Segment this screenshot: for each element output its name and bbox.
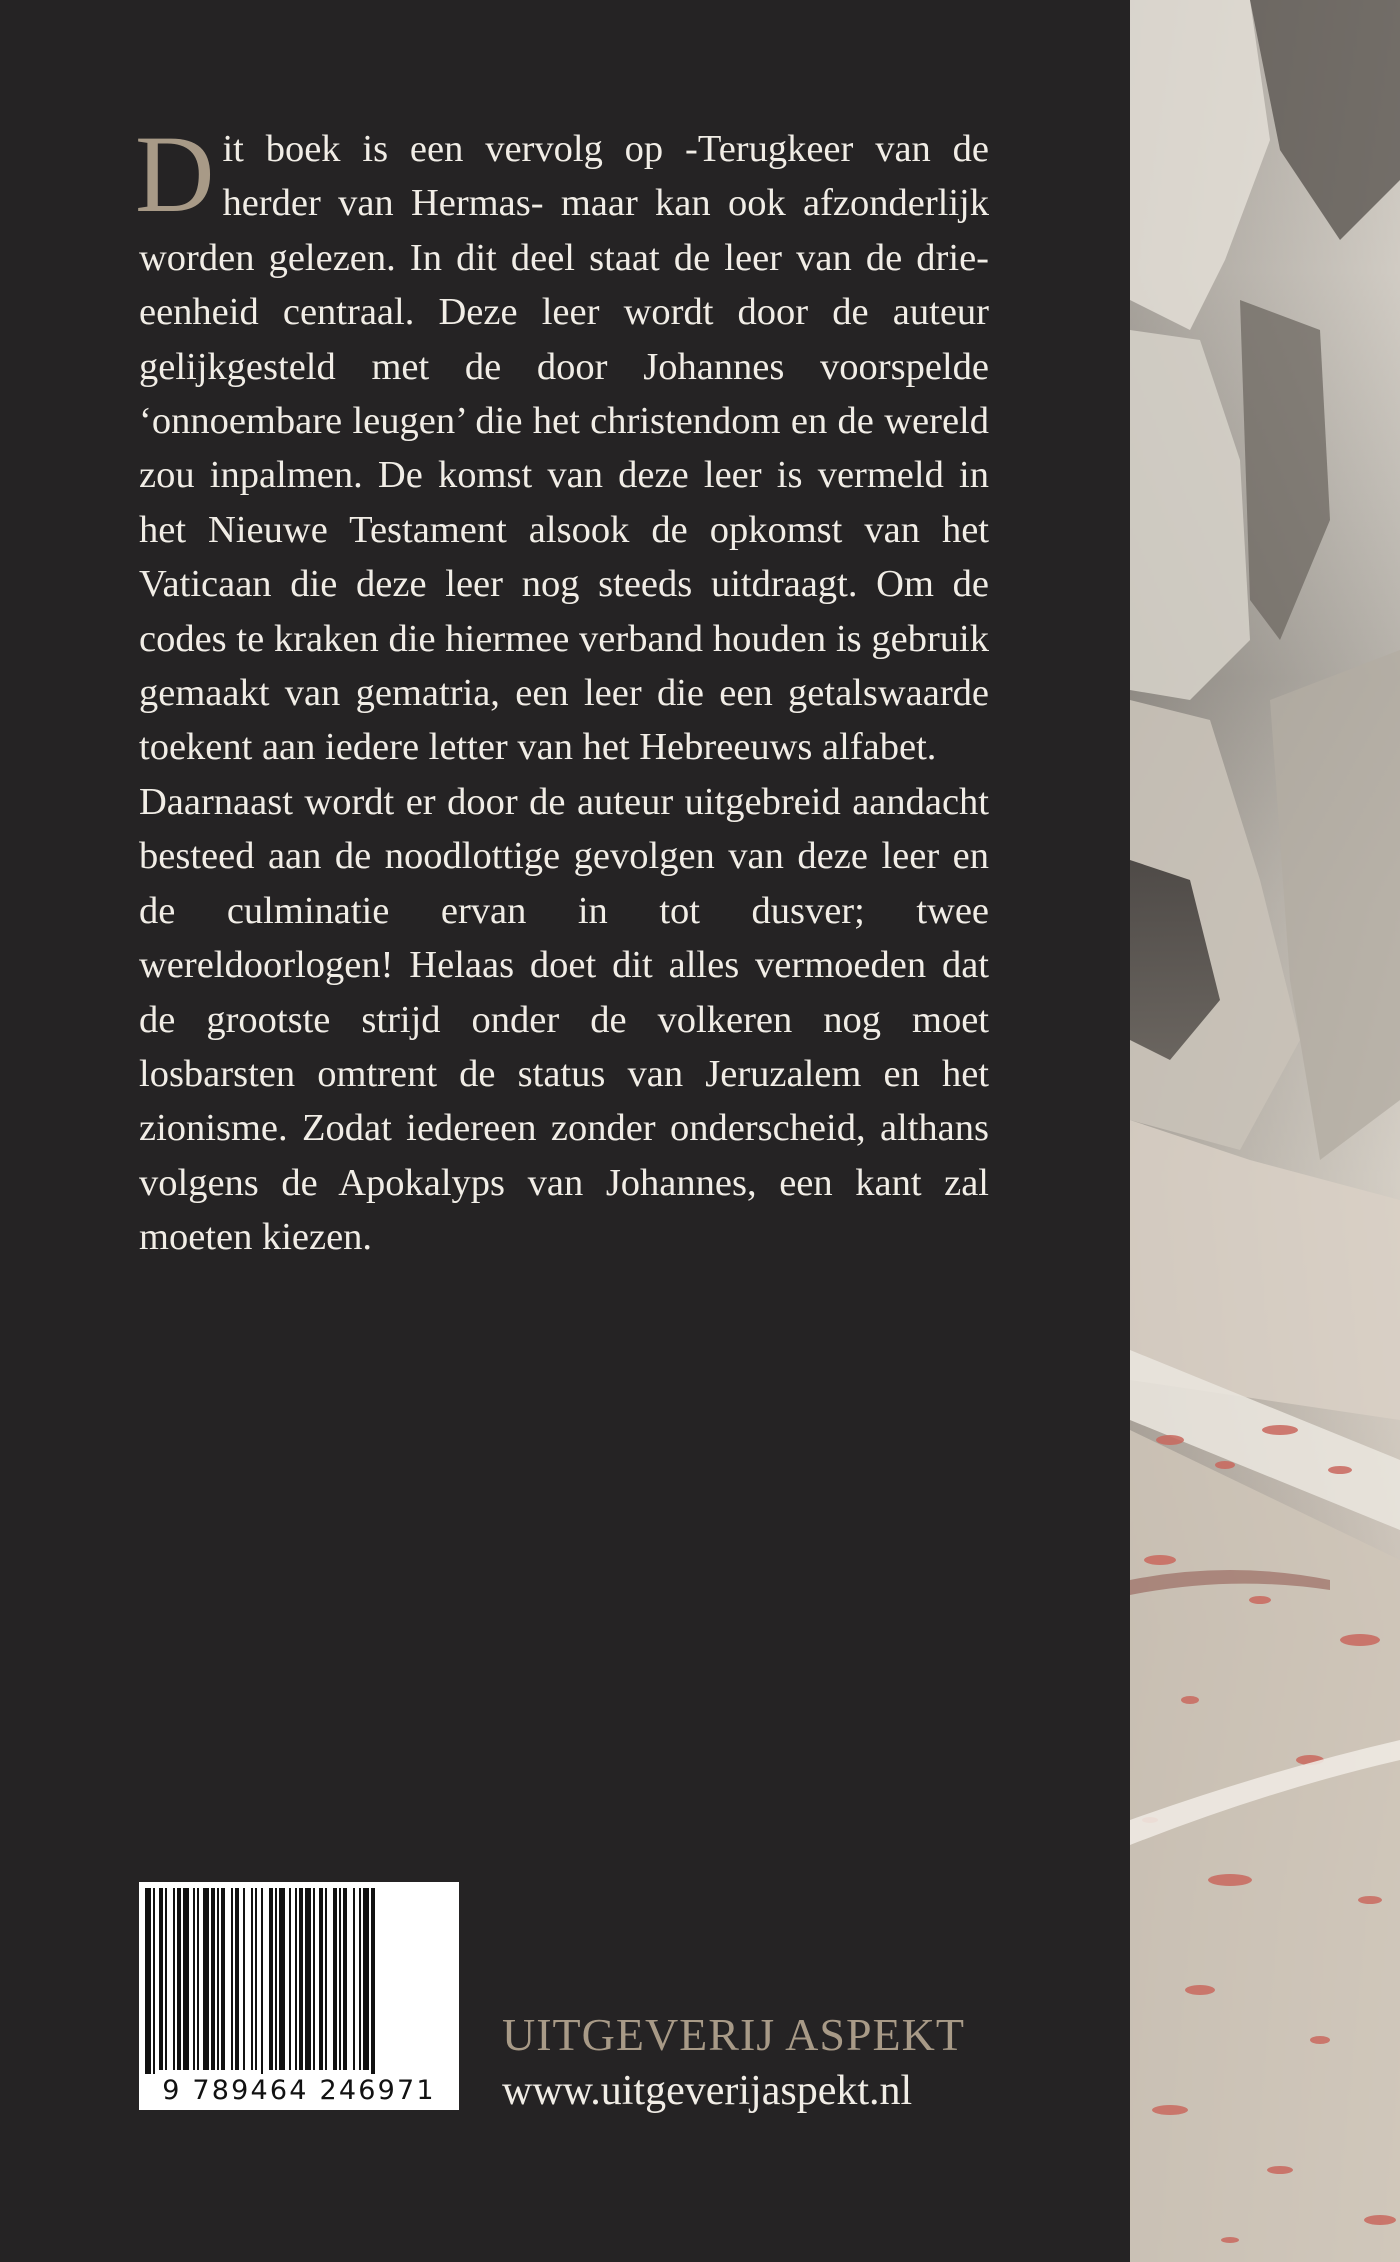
- barcode-bar: [231, 1888, 233, 2070]
- publisher-website: www.uitgeverijaspekt.nl: [502, 2068, 913, 2114]
- barcode-bar: [159, 1888, 163, 2070]
- barcode-bar: [371, 1888, 375, 2076]
- blurb-paragraph-1: [135, 113, 989, 775]
- barcode-bar: [221, 1888, 225, 2070]
- barcode-bar: [313, 1888, 315, 2070]
- barcode-bar: [305, 1888, 311, 2070]
- barcode-bar: [279, 1888, 285, 2070]
- isbn-barcode: [139, 1882, 459, 2110]
- barcode-bar: [333, 1888, 337, 2070]
- barcode-bar: [261, 1888, 263, 2076]
- barcode-bar: [153, 1888, 155, 2076]
- barcode-bar: [165, 1888, 167, 2070]
- barcode-bar: [193, 1888, 195, 2070]
- barcode-bars: [139, 1882, 459, 2076]
- barcode-bar: [197, 1888, 199, 2070]
- blurb-paragraph-1-text: it boek is een vervolg op -Terugkeer van de herder van Hermas- maar kan ook afzonderlijk worden gelezen. In dit deel staat de leer van de drie-eenheid centraal. Deze leer wordt door de auteur gelijkgesteld met de door Johannes voorspelde ‘onnoembare leugen’ die het christendom en de wereld zou inpalmen. De komst van deze leer is vermeld in het Nieuwe Testament alsook de opkomst van het Vaticaan die deze leer nog steeds uitdraagt. Om de codes te kraken die hiermee verband houden is gebruik gemaakt van gematria, een leer die een getalswaarde toekent aan iedere letter van het Hebreeuws alfabet.: [139, 128, 989, 769]
- barcode-bar: [289, 1888, 291, 2070]
- barcode-bar: [217, 1888, 219, 2070]
- barcode-bar: [211, 1888, 215, 2070]
- barcode-bar: [325, 1888, 327, 2070]
- barcode-bar: [145, 1888, 151, 2076]
- barcode-bar: [353, 1888, 355, 2070]
- blurb-text: [135, 113, 989, 1265]
- barcode-bar: [363, 1888, 369, 2070]
- barcode-bar: [319, 1888, 323, 2070]
- barcode-bar: [177, 1888, 181, 2070]
- barcode-bar: [275, 1888, 277, 2070]
- barcode-bar: [235, 1888, 239, 2070]
- drop-cap: D: [135, 113, 215, 235]
- barcode-bar: [251, 1888, 253, 2070]
- barcode-bar: [295, 1888, 297, 2070]
- barcode-bar: [299, 1888, 303, 2070]
- barcode-bar: [203, 1888, 209, 2070]
- painting-artwork: [1130, 0, 1400, 2262]
- barcode-bar: [243, 1888, 245, 2070]
- blurb-paragraph-2: Daarnaast wordt er door de auteur uitgebreid aandacht besteed aan de noodlottige gevolgen van deze leer en de culminatie ervan in tot dusver; twee wereldoorlogen! Helaas doet dit alles vermoeden dat de grootste strijd onder de volkeren nog moet losbarsten omtrent de status van Jeruzalem en het zionisme. Zodat iedereen zonder onderscheid, althans volgens de Apokalyps van Johannes, een kant zal moeten kiezen.: [139, 780, 989, 1259]
- barcode-bar: [359, 1888, 361, 2070]
- barcode-bar: [255, 1888, 257, 2070]
- barcode-bar: [343, 1888, 347, 2070]
- barcode-bar: [173, 1888, 175, 2070]
- barcode-bar: [339, 1888, 341, 2070]
- publisher-name: UITGEVERIJ ASPEKT: [502, 2009, 965, 2060]
- cover-painting-strip: [1130, 0, 1400, 2262]
- isbn-number: 9 789464 246971: [139, 2074, 459, 2108]
- barcode-bar: [183, 1888, 189, 2070]
- barcode-bar: [269, 1888, 273, 2070]
